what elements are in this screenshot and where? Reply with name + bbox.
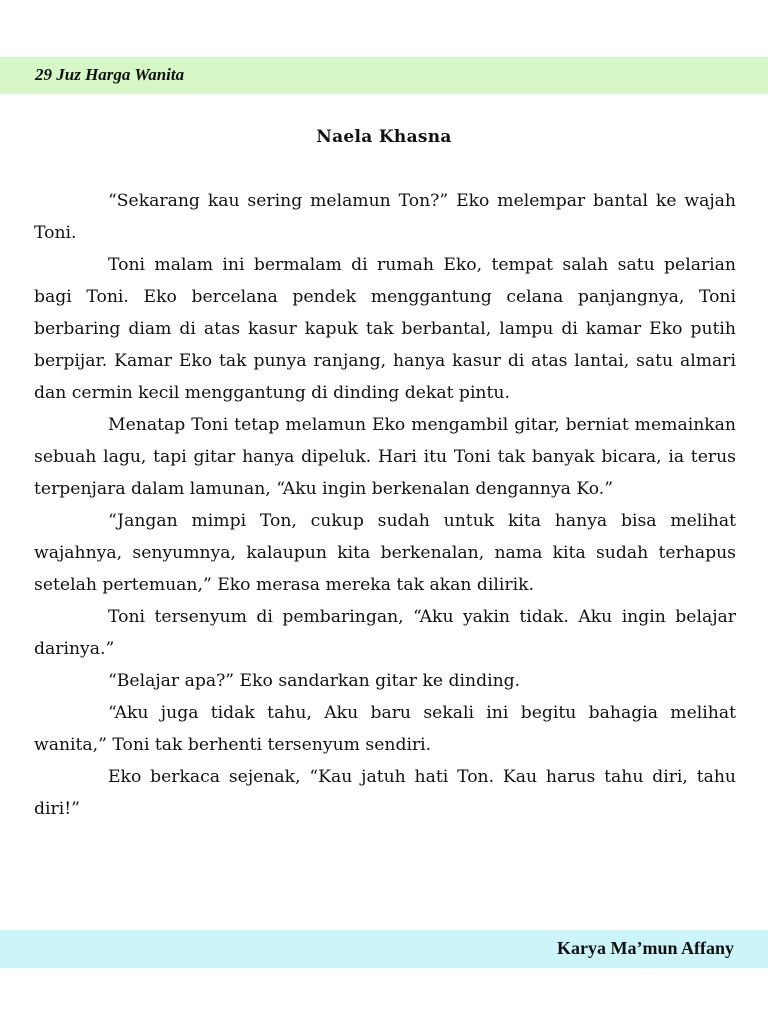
paragraph: Eko berkaca sejenak, “Kau jatuh hati Ton. Kau harus tahu diri, tahu diri!”	[34, 767, 736, 819]
paragraph: Toni tersenyum di pembaringan, “Aku yakin tidak. Aku ingin belajar darinya.”	[34, 607, 736, 659]
paragraph: “Jangan mimpi Ton, cukup sudah untuk kita hanya bisa melihat wajahnya, senyumnya, kalaupun kita berkenalan, nama kita sudah terhapus setelah pertemuan,” Eko merasa mereka tak akan dilirik.	[34, 511, 736, 595]
body-text	[34, 185, 736, 825]
paragraph: “Aku juga tidak tahu, Aku baru sekali ini begitu bahagia melihat wanita,” Toni tak berhenti tersenyum sendiri.	[34, 703, 736, 755]
paragraph: Toni malam ini bermalam di rumah Eko, tempat salah satu pelarian bagi Toni. Eko bercelana pendek menggantung celana panjangnya, Toni berbaring diam di atas kasur kapuk tak berbantal, lampu di kamar Eko putih berpijar. Kamar Eko tak punya ranjang, hanya kasur di atas lantai, satu almari dan cermin kecil menggantung di dinding dekat pintu.	[34, 255, 736, 403]
author-credit: Karya Ma’mun Affany	[557, 938, 734, 958]
chapter-title: Naela Khasna	[316, 127, 452, 147]
paragraph: “Belajar apa?” Eko sandarkan gitar ke dinding.	[108, 671, 521, 691]
paragraph: Menatap Toni tetap melamun Eko mengambil gitar, berniat memainkan sebuah lagu, tapi gitar hanya dipeluk. Hari itu Toni tak banyak bicara, ia terus terpenjara dalam lamunan, “Aku ingin berkenalan dengannya Ko.”	[34, 415, 736, 499]
paragraph: “Sekarang kau sering melamun Ton?” Eko melempar bantal ke wajah Toni.	[34, 191, 736, 243]
book-title: 29 Juz Harga Wanita	[35, 65, 185, 84]
